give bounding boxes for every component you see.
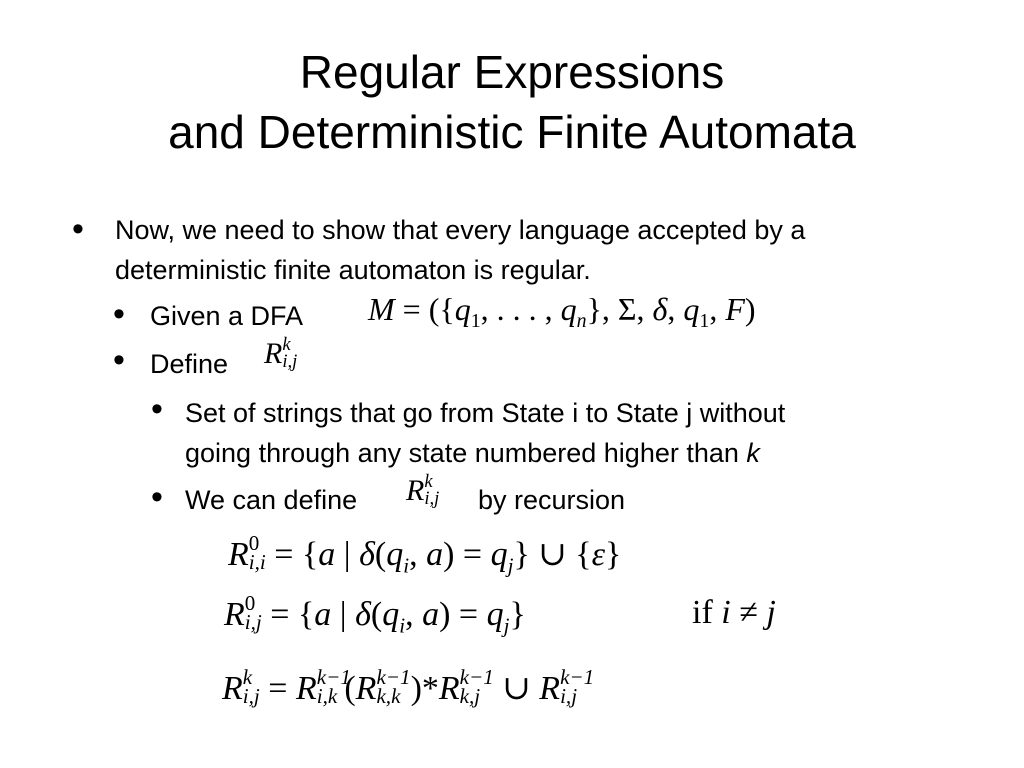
slide-title — [0, 42, 1024, 162]
set-of-strings-line-2-k: k — [746, 438, 760, 468]
recursion-prefix: We can define — [185, 485, 358, 515]
define-label: Define — [150, 349, 229, 379]
dfa-formula: $M = (\{q_1$, . . . , $q_n$}, Σ, δ, $q_1$, F) — [368, 291, 756, 332]
equation-condition: if i ≠ j — [692, 594, 776, 631]
define-symbol: R k i,j — [264, 334, 298, 372]
set-of-strings-line-1: Set of strings that go from State i to State j without — [185, 398, 786, 428]
set-of-strings-line-2-text: going through any state numbered higher than — [185, 438, 747, 468]
bullet-dot: • — [113, 295, 125, 333]
bullet-dot: • — [151, 478, 163, 516]
equation-recursive: R k i,j = R k−1 i,k (R k−1 k,k )*R k−1 k,j ∪ R k−1 i,j — [222, 665, 595, 709]
recursion-symbol: R k i,j — [406, 471, 440, 509]
bullet-dot: • — [113, 341, 125, 379]
recursion-suffix: by recursion — [478, 485, 626, 515]
bullet-text-line-2: deterministic finite automaton is regular. — [115, 255, 591, 285]
given-label: Given a DFA — [150, 301, 304, 331]
equation-base-ii: R 0 i,i = {a | $\delta(q_i$, $a) = q_j$} ∪ {ε} — [228, 531, 622, 578]
equation-base-ij: R 0 i,j = {a | $\delta(q_i$, $a) = q_j$} — [224, 591, 526, 638]
bullet-dot: • — [151, 390, 163, 428]
set-of-strings-line-2 — [185, 433, 760, 473]
bullet-dot: • — [72, 210, 84, 248]
bullet-text-line-1: Now, we need to show that every language accepted by a — [115, 215, 806, 245]
title-line-2: and Deterministic Finite Automata — [168, 106, 856, 158]
title-line-1: Regular Expressions — [299, 46, 725, 98]
